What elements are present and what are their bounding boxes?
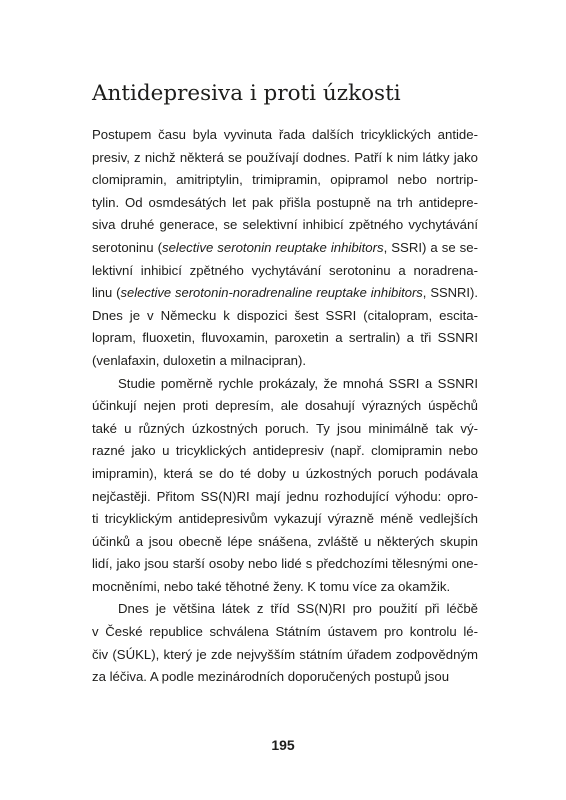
- italic-term: selective serotonin reuptake inhibitors: [161, 239, 384, 255]
- paragraph: [92, 124, 478, 373]
- text-segment: siva druhé generace, se selektivní inhibicí zpětného vychytávání: [92, 217, 478, 233]
- body-text: [92, 124, 478, 689]
- text-segment: tylin. Od osmdesátých let pak přišla postupně na trh antidepre-: [92, 194, 478, 210]
- text-line: [92, 169, 478, 192]
- text-segment: účinků a jsou obecně lépe snášena, zvláště u některých skupin: [92, 533, 478, 549]
- text-line: [92, 666, 478, 689]
- text-segment: , SSRI) a se se-: [383, 239, 478, 255]
- text-segment: razné jako u tricyklických antidepresiv (např. clomipramin nebo: [92, 443, 478, 459]
- text-line: [92, 147, 478, 170]
- text-segment: clomipramin, amitriptylin, trimipramin, opipramol nebo nortrip-: [92, 172, 478, 188]
- text-line: [92, 282, 478, 305]
- text-line: [92, 327, 478, 350]
- text-segment: serotoninu (: [92, 239, 162, 255]
- text-line: [92, 350, 478, 373]
- text-segment: , SSNRI).: [422, 285, 478, 301]
- text-segment: účinkují nejen proti depresím, ale dosahují výrazných úspěchů: [92, 398, 478, 414]
- text-segment: nejčastěji. Přitom SS(N)RI mají jednu rozhodující výhodu: opro-: [92, 488, 478, 504]
- text-line: [92, 440, 478, 463]
- paragraph: [92, 373, 478, 599]
- text-line: [92, 508, 478, 531]
- text-line: [92, 124, 478, 147]
- text-line: [92, 418, 478, 441]
- text-line: [92, 214, 478, 237]
- text-segment: imipramin), která se do té doby u úzkostných poruch podávala: [92, 465, 478, 481]
- text-segment: čiv (SÚKL), který je zde nejvyšším státním úřadem zodpovědným: [92, 646, 478, 662]
- text-segment: linu (: [92, 285, 121, 301]
- text-segment: mocněními, nebo také těhotné ženy. K tomu více za okamžik.: [92, 578, 451, 594]
- text-segment: v České republice schválena Státním ústavem pro kontrolu lé-: [92, 624, 478, 640]
- text-line: [92, 598, 478, 621]
- text-segment: také u různých úzkostných poruch. Ty jsou minimálně tak vý-: [92, 420, 478, 436]
- text-segment: za léčiva. A podle mezinárodních doporučených postupů jsou: [92, 669, 450, 685]
- italic-term: selective serotonin-noradrenaline reuptake inhibitors: [120, 285, 423, 301]
- text-segment: Postupem času byla vyvinuta řada dalších tricyklických antide-: [92, 127, 478, 142]
- text-line: [92, 373, 478, 396]
- text-segment: lidí, jako jsou starší osoby nebo lidé s předchozími tělesnými one-: [92, 556, 478, 572]
- text-segment: Dnes je většina látek z tříd SS(N)RI pro použití při léčbě: [118, 601, 478, 617]
- text-line: [92, 395, 478, 418]
- text-line: [92, 553, 478, 576]
- text-line: [92, 463, 478, 486]
- text-line: [92, 644, 478, 667]
- text-line: [92, 576, 478, 599]
- section-title: Antidepresiva i proti úzkosti: [92, 81, 401, 106]
- text-segment: ti tricyklickým antidepresivům vykazují výrazně méně vedlejších: [92, 511, 478, 527]
- page-number: 195: [271, 737, 295, 753]
- text-segment: (venlafaxin, duloxetin a milnacipran).: [92, 352, 307, 368]
- text-line: [92, 260, 478, 283]
- text-line: [92, 531, 478, 554]
- text-segment: Dnes je v Německu k dispozici šest SSRI (citalopram, escita-: [92, 307, 478, 323]
- text-segment: lopram, fluoxetin, fluvoxamin, paroxetin a sertralin) a tři SSNRI: [92, 330, 478, 346]
- text-segment: lektivní inhibicí zpětného vychytávání serotoninu a noradrena-: [92, 262, 478, 278]
- paragraph: [92, 598, 478, 688]
- text-line: [92, 237, 478, 260]
- text-segment: Studie poměrně rychle prokázaly, že mnohá SSRI a SSNRI: [118, 375, 478, 391]
- text-line: [92, 486, 478, 509]
- text-segment: presiv, z nichž některá se používají dodnes. Patří k nim látky jako: [92, 149, 478, 165]
- text-line: [92, 192, 478, 215]
- text-line: [92, 621, 478, 644]
- text-line: [92, 305, 478, 328]
